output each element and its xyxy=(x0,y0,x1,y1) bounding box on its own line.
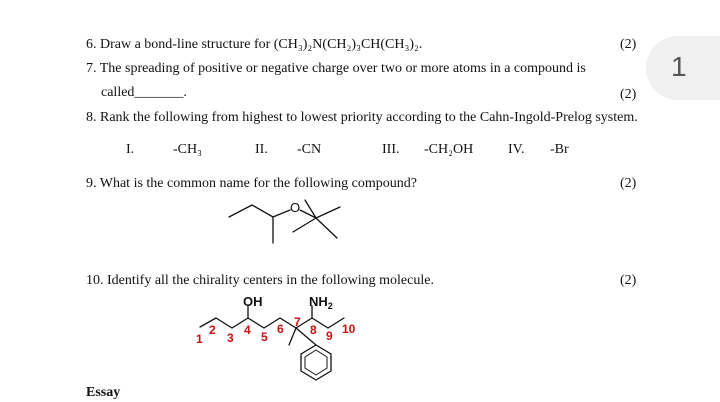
option-3-numeral: III. xyxy=(382,142,400,157)
question-7-line2: called_______. xyxy=(101,85,187,100)
ether-oxygen-label: O xyxy=(290,200,301,215)
question-10-points: (2) xyxy=(620,273,637,288)
nh2-label: $NH_2$ xyxy=(309,294,333,311)
main-chain xyxy=(200,318,296,328)
ether-tbu-4 xyxy=(305,200,316,218)
question-6-points: (2) xyxy=(620,37,637,52)
carbon-number-5: 5 xyxy=(261,330,268,344)
carbon-number-8: 8 xyxy=(310,323,317,337)
c7-methyl xyxy=(289,328,296,345)
carbon-number-7: 7 xyxy=(294,315,301,329)
carbon-number-group xyxy=(196,315,356,346)
question-9-text: 9. What is the common name for the following compound? xyxy=(86,176,418,191)
option-1-numeral: I. xyxy=(126,142,135,157)
option-2-group: -CN xyxy=(297,142,322,157)
phenyl-inner xyxy=(305,350,327,375)
carbon-number-1: 1 xyxy=(196,332,203,346)
phenyl-bond xyxy=(296,328,316,345)
option-4-group: -Br xyxy=(550,142,569,157)
essay-heading: Essay xyxy=(86,385,121,400)
oh-label: OH xyxy=(243,294,263,309)
carbon-number-2: 2 xyxy=(209,323,216,337)
question-7-line1: 7. The spreading of positive or negative charge over two or more atoms in a compound is xyxy=(86,61,586,76)
phenyl-ring xyxy=(301,345,331,380)
carbon-number-6: 6 xyxy=(277,322,284,336)
option-2-numeral: II. xyxy=(255,142,268,157)
option-4-numeral: IV. xyxy=(508,142,525,157)
c9-c10 xyxy=(328,318,344,328)
ether-chain-left xyxy=(229,205,290,217)
ether-tbu-3 xyxy=(316,218,337,238)
carbon-number-10: 10 xyxy=(342,322,356,336)
ether-tbu-2 xyxy=(293,218,316,232)
question-8-text: 8. Rank the following from highest to lowest priority according to the Cahn-Ingold-Prelog system. xyxy=(86,110,638,125)
c8-c9 xyxy=(312,318,328,328)
question-10-text: 10. Identify all the chirality centers in the following molecule. xyxy=(86,273,434,288)
ether-o-to-c xyxy=(300,210,316,218)
question-9-points: (2) xyxy=(620,176,637,191)
option-1-group: -CH₃ xyxy=(173,142,202,157)
ether-tbu-1 xyxy=(316,207,340,218)
c7-c8 xyxy=(296,318,312,328)
carbon-number-4: 4 xyxy=(244,323,251,337)
question-7-points: (2) xyxy=(620,87,637,102)
carbon-number-9: 9 xyxy=(326,329,333,343)
page-number: 1 xyxy=(671,51,687,82)
question-6-text: 6. Draw a bond-line structure for (CH₃)₂N(CH₂)₃CH(CH₃)₂. xyxy=(86,37,423,52)
carbon-number-3: 3 xyxy=(227,331,234,345)
option-3-group: -CH₂OH xyxy=(424,142,474,157)
